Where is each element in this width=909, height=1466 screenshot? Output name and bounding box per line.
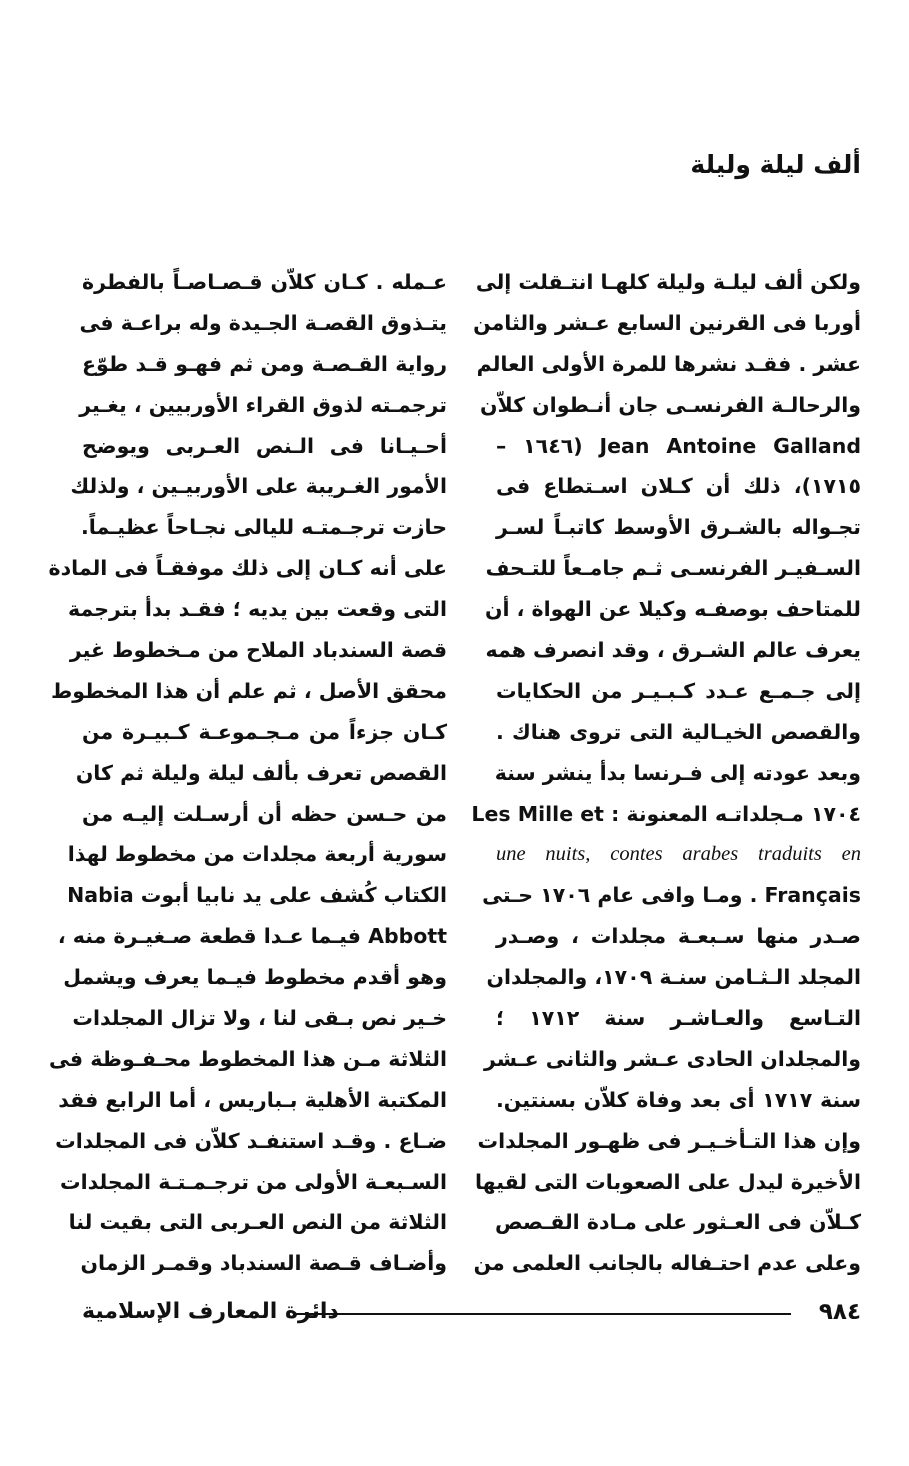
page-number: ٩٨٤ [818,1299,861,1325]
text-line: والقصص الخيـالية التى تروى هناك . [496,719,861,744]
text-line: التى وقعت بين يديه ؛ فقـد بدأ بترجمة [68,597,447,622]
running-head: ألف ليلة وليلة [690,150,861,179]
text-line: والمجلدان الحادى عـشر والثانى عـشر [484,1046,861,1071]
text-line: السـبعـة الأولى من ترجـمـتـة المجلدات [60,1169,447,1194]
page-footer [82,1297,861,1327]
text-line: ١٧١٥)، ذلك أن كـلان اسـتطاع فى [496,474,861,499]
text-line: الثلاثة من النص العـربى التى بقيت لنا [68,1210,447,1235]
text-line: حازت ترجـمتـه لليالى نجـاحاً عظيـماً. [81,515,447,540]
text-line: المجلد الـثـامن سنـة ١٧٠٩، والمجلدان [486,965,861,990]
text-line: للمتاحف بوصفـه وكيلا عن الهواة ، أن [484,597,861,622]
text-line: ١٧٠٤ مـجلداتـه المعنونة : Les Mille et [471,801,861,826]
text-line: وعلى عدم احتـفاله بالجانب العلمى من [473,1251,861,1276]
text-line: الكتاب كُشف على يد نابيا أبوت Nabia [67,883,447,908]
text-line: Français . ومـا وافى عام ١٧٠٦ حـتى [482,883,861,908]
text-line: ولكن ألف ليلـة وليلة كلهـا انتـقلت إلى [475,270,861,294]
text-line: وأضـاف قـصة السندباد وقمـر الزمان [80,1251,447,1276]
text-line: une nuits, contes arabes traduits en [496,843,861,866]
text-line: الأخيرة ليدل على الصعوبات التى لقيها [474,1169,861,1194]
footer-divider [294,1313,791,1315]
text-line: من حـسن حظه أن أرسـلت إليـه من [82,801,447,826]
text-line: أوربا فى القرنين السابع عـشر والثامن [473,310,861,335]
text-line: كـان جزءاً من مـجـموعـة كـبيـرة من [82,719,447,744]
text-line: ضـاع . وقـد استنفـد كلاّن فى المجلدات [55,1128,447,1153]
text-line: الثلاثة مـن هذا المخطوط محـفـوظة فى [48,1046,447,1071]
text-line: المكتبة الأهلية بـباريس ، أما الرابع فقد [58,1087,447,1112]
right-text-column [471,262,862,1284]
text-line: والرحالـة الفرنسـى جان أنـطوان كلاّن [480,392,861,417]
text-line: إلى جـمـع عـدد كـبـيـر من الحكايات [496,678,861,703]
text-line: رواية القـصـة ومن ثم فهـو قـد طوّع [82,351,447,376]
text-line: يتـذوق القصـة الجـيدة وله براعـة فى [79,310,447,335]
text-line: Abbott فيـما عـدا قطعة صـغيـرة منه ، [57,924,447,949]
publication-title: دائرة المعارف الإسلامية [82,1299,339,1324]
text-line: خـير نص بـقى لنا ، ولا تزال المجلدات [72,1006,447,1031]
text-line: السـفيـر الفرنسـى ثـم جامـعاً للتـحف [485,556,861,581]
text-line: محقق الأصل ، ثم علم أن هذا المخطوط [50,678,447,703]
text-line: القصص تعرف بألف ليلة وليلة ثم كان [75,760,447,785]
text-line: Jean Antoine Galland (١٦٤٦ – [496,433,862,458]
text-line: على أنه كـان إلى ذلك موفقـاً فى المادة [48,556,447,581]
text-line: وهو أقدم مخطوط فيـما يعرف ويشمل [63,965,447,990]
text-line: ترجمـته لذوق القراء الأوربيين ، يغـير [79,392,447,417]
text-line: سنة ١٧١٧ أى بعد وفاة كلاّن بسنتين. [496,1087,861,1112]
text-line: الأمور الغـريبة على الأوربيـين ، ولذلك [70,474,447,499]
text-line: كـلاّن فى العـثور على مـادة القـصص [495,1210,861,1235]
text-line: قصة السندباد الملاح من مـخطوط غير [69,638,447,663]
text-line: التـاسع والعـاشـر سنة ١٧١٢ ؛ [496,1006,861,1031]
text-line: وبعد عودته إلى فـرنسا بدأ ينشر سنة [494,760,861,785]
text-line: سورية أربعة مجلدات من مخطوط لهذا [67,842,447,867]
left-text-column [48,262,447,1284]
text-line: يعرف عالم الشـرق ، وقد انصرف همه [485,638,861,663]
text-line: أحـيـانا فى الـنص العـربى ويوضح [82,433,447,458]
text-line: وإن هذا التـأخـيـر فى ظهـور المجلدات [477,1128,861,1153]
text-line: تجـواله بالشـرق الأوسط كاتبـاً لسـر [496,515,861,540]
text-line: عشر . فقـد نشرها للمرة الأولى العالم [476,351,861,376]
text-line: صـدر منها سـبعـة مجلدات ، وصـدر [496,924,861,949]
text-line: عـمله . كـان كلاّن قـصـاصـاً بالفطرة [82,270,447,294]
